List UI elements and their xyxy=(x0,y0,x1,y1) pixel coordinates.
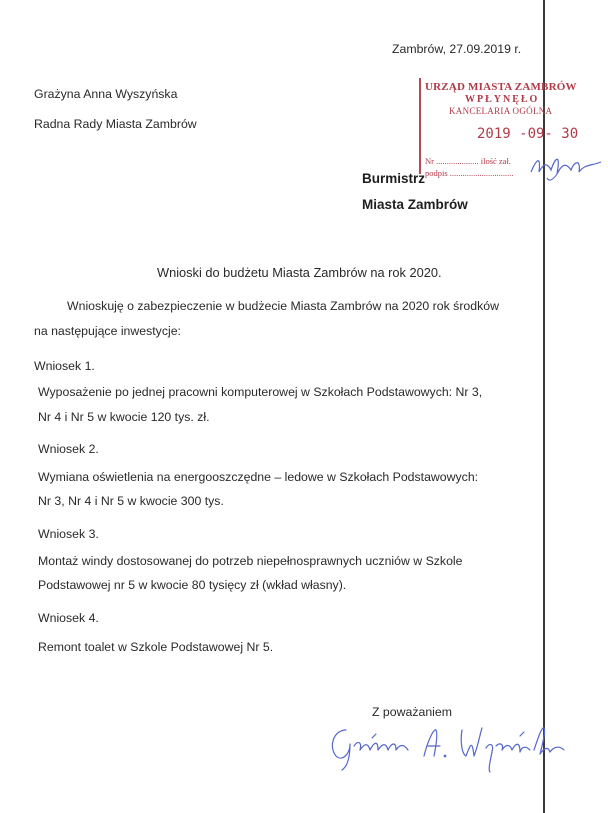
item-2-line-1: Wymiana oświetlenia na energooszczędne – ledowe w Szkołach Podstawowych: xyxy=(38,470,479,484)
stamp-received: WPŁYNĘŁO xyxy=(465,94,540,105)
item-2-heading: Wniosek 2. xyxy=(38,442,99,456)
stamp-chancellery: KANCELARIA OGÓLNA xyxy=(449,106,553,116)
registry-stamp xyxy=(419,78,605,180)
recipient-title: Burmistrz xyxy=(362,171,426,186)
item-1-line-1: Wyposażenie po jednej pracowni komputerowej w Szkołach Podstawowych: Nr 3, xyxy=(38,385,483,399)
stamp-initials-signature xyxy=(527,142,605,184)
author-role: Radna Rady Miasta Zambrów xyxy=(34,117,197,131)
item-3-line-1: Montaż windy dostosowanej do potrzeb niepełnosprawnych uczniów w Szkole xyxy=(38,554,463,568)
item-4-heading: Wniosek 4. xyxy=(38,611,99,625)
intro-line-2: na następujące inwestycje: xyxy=(34,324,181,338)
stamp-date: 2019 -09- 30 xyxy=(477,126,579,142)
stamp-number-label: Nr .................... ilość zał. xyxy=(425,156,511,166)
document-subject: Wnioski do budżetu Miasta Zambrów na rok 2020. xyxy=(157,265,442,280)
item-2-line-2: Nr 3, Nr 4 i Nr 5 w kwocie 300 tys. xyxy=(38,494,224,508)
place-date: Zambrów, 27.09.2019 r. xyxy=(392,42,522,56)
stamp-office: URZĄD MIASTA ZAMBRÓW xyxy=(425,81,577,93)
item-3-heading: Wniosek 3. xyxy=(38,527,99,541)
intro-line-1: Wnioskuję o zabezpieczenie w budżecie Miasta Zambrów na 2020 rok środków xyxy=(67,299,499,313)
item-1-line-2: Nr 4 i Nr 5 w kwocie 120 tys. zł. xyxy=(38,410,210,424)
handwritten-signature xyxy=(324,716,574,774)
item-4-line-1: Remont toalet w Szkole Podstawowej Nr 5. xyxy=(38,640,274,654)
stamp-signature-label: podpis .............................. xyxy=(425,168,514,178)
author-name: Grażyna Anna Wyszyńska xyxy=(34,87,178,101)
closing-phrase: Z poważaniem xyxy=(372,705,452,719)
recipient-office: Miasta Zambrów xyxy=(362,197,468,212)
item-3-line-2: Podstawowej nr 5 w kwocie 80 tysięcy zł (wkład własny). xyxy=(38,578,347,592)
item-1-heading: Wniosek 1. xyxy=(34,359,95,373)
